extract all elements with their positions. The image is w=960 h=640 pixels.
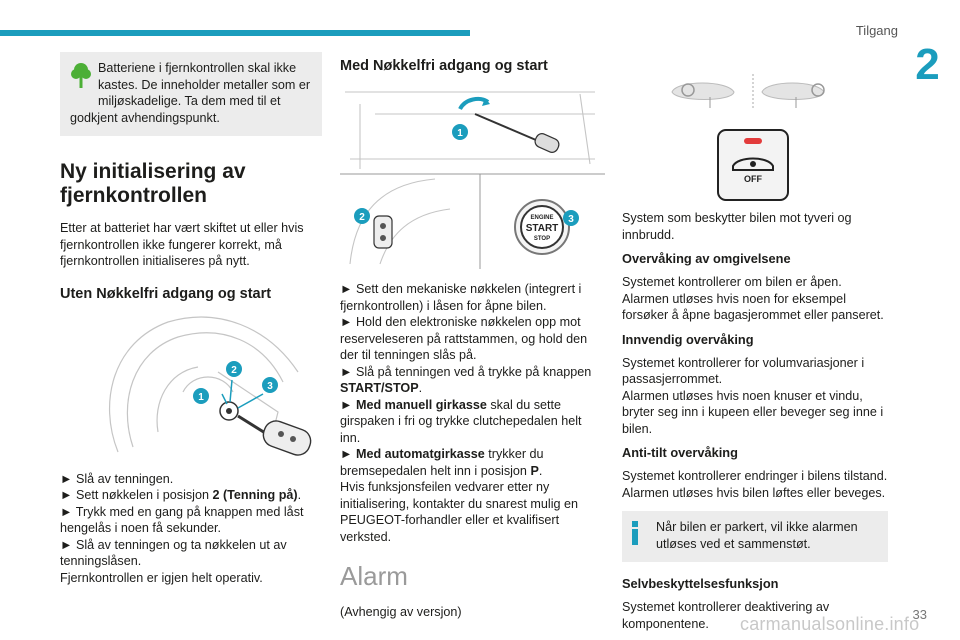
self-protection-text: Systemet kontrollerer deaktivering av komponentene.: [622, 600, 830, 631]
alarm-version-note: (Avhengig av versjon): [340, 605, 462, 619]
steps-list: [60, 471, 322, 587]
heading-surroundings: Overvåking av omgivelsene: [622, 251, 791, 266]
fig1-label-2: 2: [231, 364, 237, 376]
keyless-step-2: ► Hold den elektroniske nøkkelen opp mot reserveleseren på rattstammen, og hold den der til tenningen slås på.: [340, 315, 588, 362]
surroundings-text: Systemet kontrollerer om bilen er åpen. Alarmen utløses hvis noen for eksempel forsøker å åpne bagasjerommet eller panseret.: [622, 275, 884, 322]
alarm-off-label: OFF: [744, 174, 762, 184]
fig1-label-1: 1: [198, 391, 204, 403]
keyless-start-illustration: [340, 84, 605, 269]
step-outro: Fjernkontrollen er igjen helt operativ.: [60, 570, 263, 585]
environment-note-text: Batteriene i fjernkontrollen skal ikke kastes. De inneholder metaller som er miljøskadelige. Ta dem med til et godkjent avhendingspunkt.: [70, 61, 311, 125]
heading-anti-tilt: Anti-tilt overvåking: [622, 445, 738, 460]
subtitle-without-keyless: Uten Nøkkelfri adgang og start: [60, 285, 272, 302]
step-4: ► Slå av tenningen og ta nøkkelen ut av tenningslåsen.: [60, 537, 287, 568]
title-alarm: Alarm: [340, 561, 408, 591]
info-note-text: Når bilen er parkert, vil ikke alarmen utløses ved et sammenstøt.: [656, 520, 858, 551]
ignition-key-illustration: [98, 312, 323, 457]
button-text-start: START: [525, 223, 559, 234]
header-bar: [0, 30, 470, 36]
watermark: carmanualsonline.info: [740, 614, 920, 634]
fig1-label-3: 3: [267, 380, 273, 392]
keyless-fault-note: Hvis funksjonsfeilen vedvarer etter ny initialisering, kontakter du snarest mulig en PEUGEOT-forhandler eller et kvalifisert verksted.: [340, 480, 579, 544]
column-middle: [340, 52, 605, 621]
keyless-step-3: ► Slå på tenningen ved å trykke på knappen START/STOP.: [340, 364, 592, 395]
keyless-steps: [340, 281, 605, 545]
reinit-intro: Etter at batteriet har vært skiftet ut eller hvis fjernkontrollen ikke fungerer korrekt, må fjernkontrollen initialiseres på nytt.: [60, 221, 304, 268]
keyless-step-1: ► Sett den mekaniske nøkkelen (integrert i fjernkontrollen) i låsen for åpne bilen.: [340, 282, 582, 313]
interior-text: Systemet kontrollerer for volumvariasjoner i passasjerrommet. Alarmen utløses hvis noen knuser et vindu, bryter seg inn i kupeen eller beveger seg inne i bilen.: [622, 355, 884, 436]
title-reinit: Ny initialisering av fjernkontrollen: [60, 160, 246, 207]
keyless-step-5: ► Med automatgirkasse trykker du bremsepedalen helt inn i posisjon P.: [340, 447, 544, 478]
step-2: ► Sett nøkkelen i posisjon 2 (Tenning på).: [60, 488, 302, 502]
column-right: [622, 52, 888, 632]
figure-ignition-key: [98, 312, 322, 457]
title-with-keyless: Med Nøkkelfri adgang og start: [340, 58, 548, 74]
column-left: [60, 52, 322, 586]
section-title: Tilgang: [855, 23, 898, 38]
tree-icon: [70, 60, 92, 94]
chapter-number: 2: [915, 40, 940, 89]
alarm-button-illustration: [622, 52, 888, 202]
button-text-engine: ENGINE: [530, 215, 554, 221]
environment-note: [60, 52, 322, 136]
figure-keyless-start: [340, 84, 605, 269]
heading-self-protection: Selvbeskyttelsesfunksjon: [622, 576, 779, 591]
info-note: [622, 511, 888, 562]
step-1: ► Slå av tenningen.: [60, 471, 174, 486]
fig2-label-3: 3: [568, 214, 574, 225]
alarm-intro: System som beskytter bilen mot tyveri og innbrudd.: [622, 211, 852, 242]
figure-alarm-button: [622, 52, 888, 202]
fig2-label-2: 2: [359, 212, 365, 223]
info-icon: [632, 521, 638, 545]
fig2-label-1: 1: [457, 128, 463, 139]
heading-interior: Innvendig overvåking: [622, 331, 754, 347]
anti-tilt-text: Systemet kontrollerer endringer i bilens tilstand. Alarmen utløses hvis bilen løftes eller beveges.: [622, 469, 888, 500]
step-3: ► Trykk med en gang på knappen med låst hengelås i noen få sekunder.: [60, 504, 304, 535]
button-text-stop: STOP: [533, 236, 551, 242]
page-number: 33: [912, 607, 927, 622]
keyless-step-4: ► Med manuell girkasse skal du sette girspaken i fri og trykke clutchepedalen helt inn.: [340, 397, 582, 445]
